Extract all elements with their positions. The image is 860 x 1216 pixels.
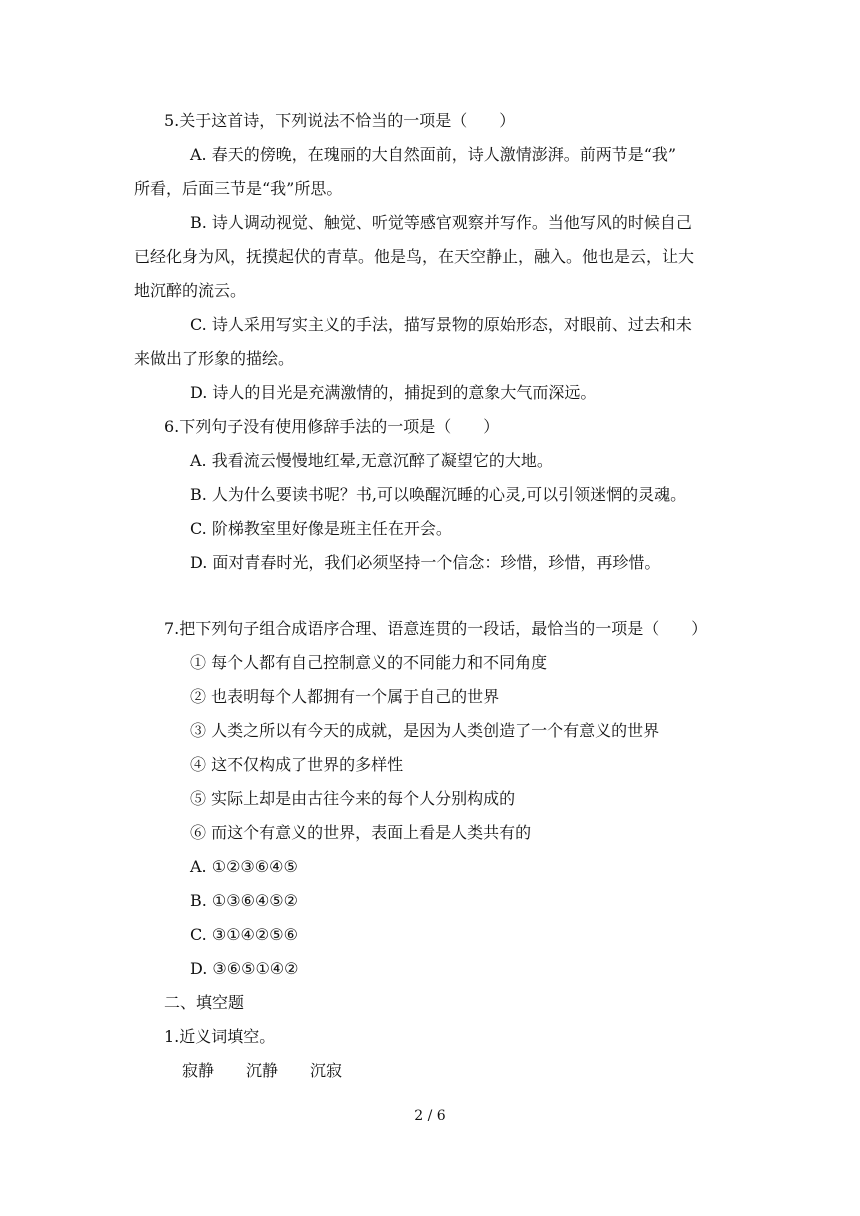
q5-option-d: D. 诗人的目光是充满激情的，捕捉到的意象大气而深远。	[190, 383, 597, 402]
q5-option-b-line2: 已经化身为风，抚摸起伏的青草。他是鸟，在天空静止，融入。他也是云，让大	[134, 247, 695, 266]
q5-option-c-line1: C. 诗人采用写实主义的手法，描写景物的原始形态，对眼前、过去和未	[190, 315, 692, 334]
q6-option-b: B. 人为什么要读书呢？书,可以唤醒沉睡的心灵,可以引领迷惘的灵魂。	[190, 485, 687, 504]
q7-stem: 7.把下列句子组合成语序合理、语意连贯的一段话，最恰当的一项是（ ）	[164, 619, 708, 638]
q6-stem: 6.下列句子没有使用修辞手法的一项是（ ）	[164, 417, 500, 436]
section-heading: 二、填空题	[164, 993, 245, 1012]
fill-q1-stem: 1.近义词填空。	[164, 1027, 276, 1046]
q5-option-a-line2: 所看，后面三节是“我”所思。	[134, 179, 343, 198]
word-list: 寂静 沉静 沉寂	[182, 1061, 343, 1080]
q7-sentence-3: ③ 人类之所以有今天的成就，是因为人类创造了一个有意义的世界	[190, 721, 660, 740]
q7-sentence-6: ⑥ 而这个有意义的世界，表面上看是人类共有的	[190, 823, 532, 842]
q6-option-d: D. 面对青春时光，我们必须坚持一个信念：珍惜，珍惜，再珍惜。	[190, 553, 661, 572]
q6-option-a: A. 我看流云慢慢地红晕,无意沉醉了凝望它的大地。	[190, 451, 553, 470]
q5-option-b-line1: B. 诗人调动视觉、触觉、听觉等感官观察并写作。当他写风的时候自己	[190, 213, 692, 232]
q5-option-c-line2: 来做出了形象的描绘。	[134, 349, 295, 368]
q7-option-d: D. ③⑥⑤①④②	[190, 959, 299, 978]
q7-sentence-5: ⑤ 实际上却是由古往今来的每个人分别构成的	[190, 789, 516, 808]
page-number: 2 / 6	[414, 1108, 446, 1124]
q7-option-b: B. ①③⑥④⑤②	[190, 891, 298, 910]
q5-option-a-line1: A. 春天的傍晚，在瑰丽的大自然面前，诗人激情澎湃。前两节是“我”	[190, 145, 677, 164]
q7-sentence-4: ④ 这不仅构成了世界的多样性	[190, 755, 404, 774]
q7-option-c: C. ③①④②⑤⑥	[190, 925, 298, 944]
q7-sentence-1: ① 每个人都有自己控制意义的不同能力和不同角度	[190, 653, 548, 672]
q7-sentence-2: ② 也表明每个人都拥有一个属于自己的世界	[190, 687, 500, 706]
q5-stem: 5.关于这首诗，下列说法不恰当的一项是（ ）	[164, 111, 516, 130]
q6-option-c: C. 阶梯教室里好像是班主任在开会。	[190, 519, 452, 538]
q7-option-a: A. ①②③⑥④⑤	[190, 857, 298, 876]
q5-option-b-line3: 地沉醉的流云。	[134, 281, 247, 300]
